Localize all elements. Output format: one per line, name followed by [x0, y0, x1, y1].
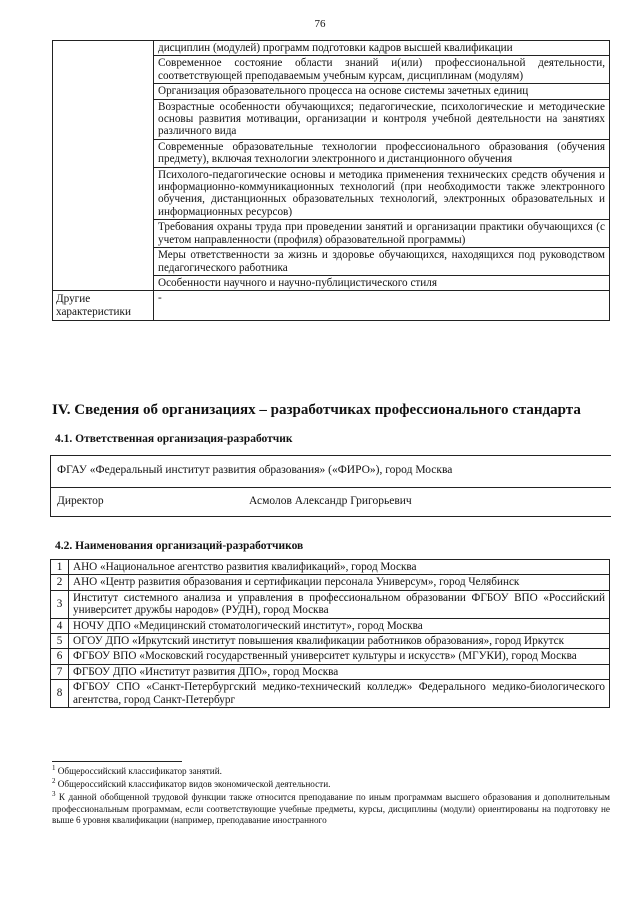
- requirement-cell: Организация образовательного процесса на основе системы зачетных единиц: [154, 84, 610, 99]
- footnote-mark: 2: [52, 777, 56, 786]
- developer-name: ФГБОУ ВПО «Московский государственный университет культуры и искусств» (МГУКИ), город Москва: [69, 649, 610, 664]
- footnotes: [52, 763, 610, 828]
- table-row: [51, 618, 610, 633]
- row-number: 1: [51, 560, 69, 575]
- footnote: [52, 779, 610, 790]
- table-row: [51, 560, 610, 575]
- requirement-cell: Возрастные особенности обучающихся; педагогические, психологические и методические основы развития мотивации, организации и контроля учебной деятельности на занятиях различного вида: [154, 99, 610, 139]
- row-number: 2: [51, 575, 69, 590]
- requirement-cell: дисциплин (модулей) программ подготовки кадров высшей квалификации: [154, 41, 610, 56]
- responsible-person: Асмолов Александр Григорьевич: [249, 495, 412, 507]
- responsible-org-block: [50, 455, 611, 517]
- footnote-text: Общероссийский классификатор видов экономической деятельности.: [55, 779, 331, 790]
- row-number: 4: [51, 618, 69, 633]
- footnote-mark: 1: [52, 763, 56, 772]
- responsible-org-name: ФГАУ «Федеральный институт развития образования» («ФИРО»), город Москва: [57, 464, 453, 476]
- table-row: [51, 680, 610, 708]
- requirement-cell: Требования охраны труда при проведении занятий и организации практики обучающихся (с учетом направленности (профиля) образовательной программы): [154, 220, 610, 248]
- table-row: [53, 291, 610, 321]
- table-row: [51, 575, 610, 590]
- table-row: [51, 590, 610, 618]
- other-characteristics-label: Другие характеристики: [53, 291, 154, 321]
- developer-name: НОЧУ ДПО «Медицинский стоматологический институт», город Москва: [69, 618, 610, 633]
- row-number: 3: [51, 590, 69, 618]
- footnote-text: К данной обобщенной трудовой функции также относится преподавание по иным программам высшего образования и дополнительным профессиональным программам, если соответствующие учебные предметы, курсы, дисциплины (модули) ориентированы на подготовку не выше 6 уровня квалификации (например, преподавание иностранного: [52, 792, 610, 825]
- developer-name: АНО «Центр развития образования и сертификации персонала Универсум», город Челябинск: [69, 575, 610, 590]
- developers-heading: 4.2. Наименования организаций-разработчиков: [55, 540, 304, 552]
- footnote-mark: 3: [52, 790, 56, 799]
- row-number: 7: [51, 664, 69, 679]
- developer-name: АНО «Национальное агентство развития квалификаций», город Москва: [69, 560, 610, 575]
- requirement-cell: Меры ответственности за жизнь и здоровье обучающихся, находящихся под руководством педагогического работника: [154, 248, 610, 276]
- divider: [51, 487, 611, 488]
- footnote: [52, 763, 610, 777]
- requirements-table: [52, 40, 610, 321]
- requirement-cell: Современное состояние области знаний и(или) профессиональной деятельности, соответствующей преподаваемым учебным курсам, дисциплинам (модулям): [154, 56, 610, 84]
- page-number: 76: [314, 18, 326, 30]
- developers-table: [50, 559, 610, 708]
- requirement-cell: Психолого-педагогические основы и методика применения технических средств обучения и информационно-коммуникационных технологий (при необходимости также электронного обучения, дистанционных образовательных технологий, электронных образовательных и информационных ресурсов): [154, 167, 610, 220]
- table-row: [51, 664, 610, 679]
- table-row: [51, 634, 610, 649]
- developer-name: Институт системного анализа и управления в профессиональном образовании ФГБОУ ВПО «Российский университет дружбы народов» (РУДН), город Москва: [69, 590, 610, 618]
- developer-name: ФГБОУ ДПО «Институт развития ДПО», город Москва: [69, 664, 610, 679]
- responsible-position: Директор: [57, 495, 104, 507]
- table-row: [53, 41, 610, 56]
- other-characteristics-value: -: [154, 291, 610, 321]
- developer-name: ОГОУ ДПО «Иркутский институт повышения квалификации работников образования», город Иркутск: [69, 634, 610, 649]
- responsible-org-heading: 4.1. Ответственная организация-разработчик: [55, 433, 293, 445]
- row-number: 6: [51, 649, 69, 664]
- footnote-text: Общероссийский классификатор занятий.: [55, 766, 222, 776]
- label-cell-empty: [53, 41, 154, 291]
- row-number: 5: [51, 634, 69, 649]
- footnote: [52, 792, 610, 826]
- section-title: IV. Сведения об организациях – разработчиках профессионального стандарта: [52, 402, 581, 418]
- row-number: 8: [51, 680, 69, 708]
- footnote-rule: [52, 761, 182, 762]
- requirement-cell: Особенности научного и научно-публицистического стиля: [154, 275, 610, 290]
- developer-name: ФГБОУ СПО «Санкт-Петербургский медико-технический колледж» Федерального медико-биологического агентства, город Санкт-Петербург: [69, 680, 610, 708]
- requirement-cell: Современные образовательные технологии профессионального образования (обучения предмету), включая технологии электронного и дистанционного обучения: [154, 139, 610, 167]
- table-row: [51, 649, 610, 664]
